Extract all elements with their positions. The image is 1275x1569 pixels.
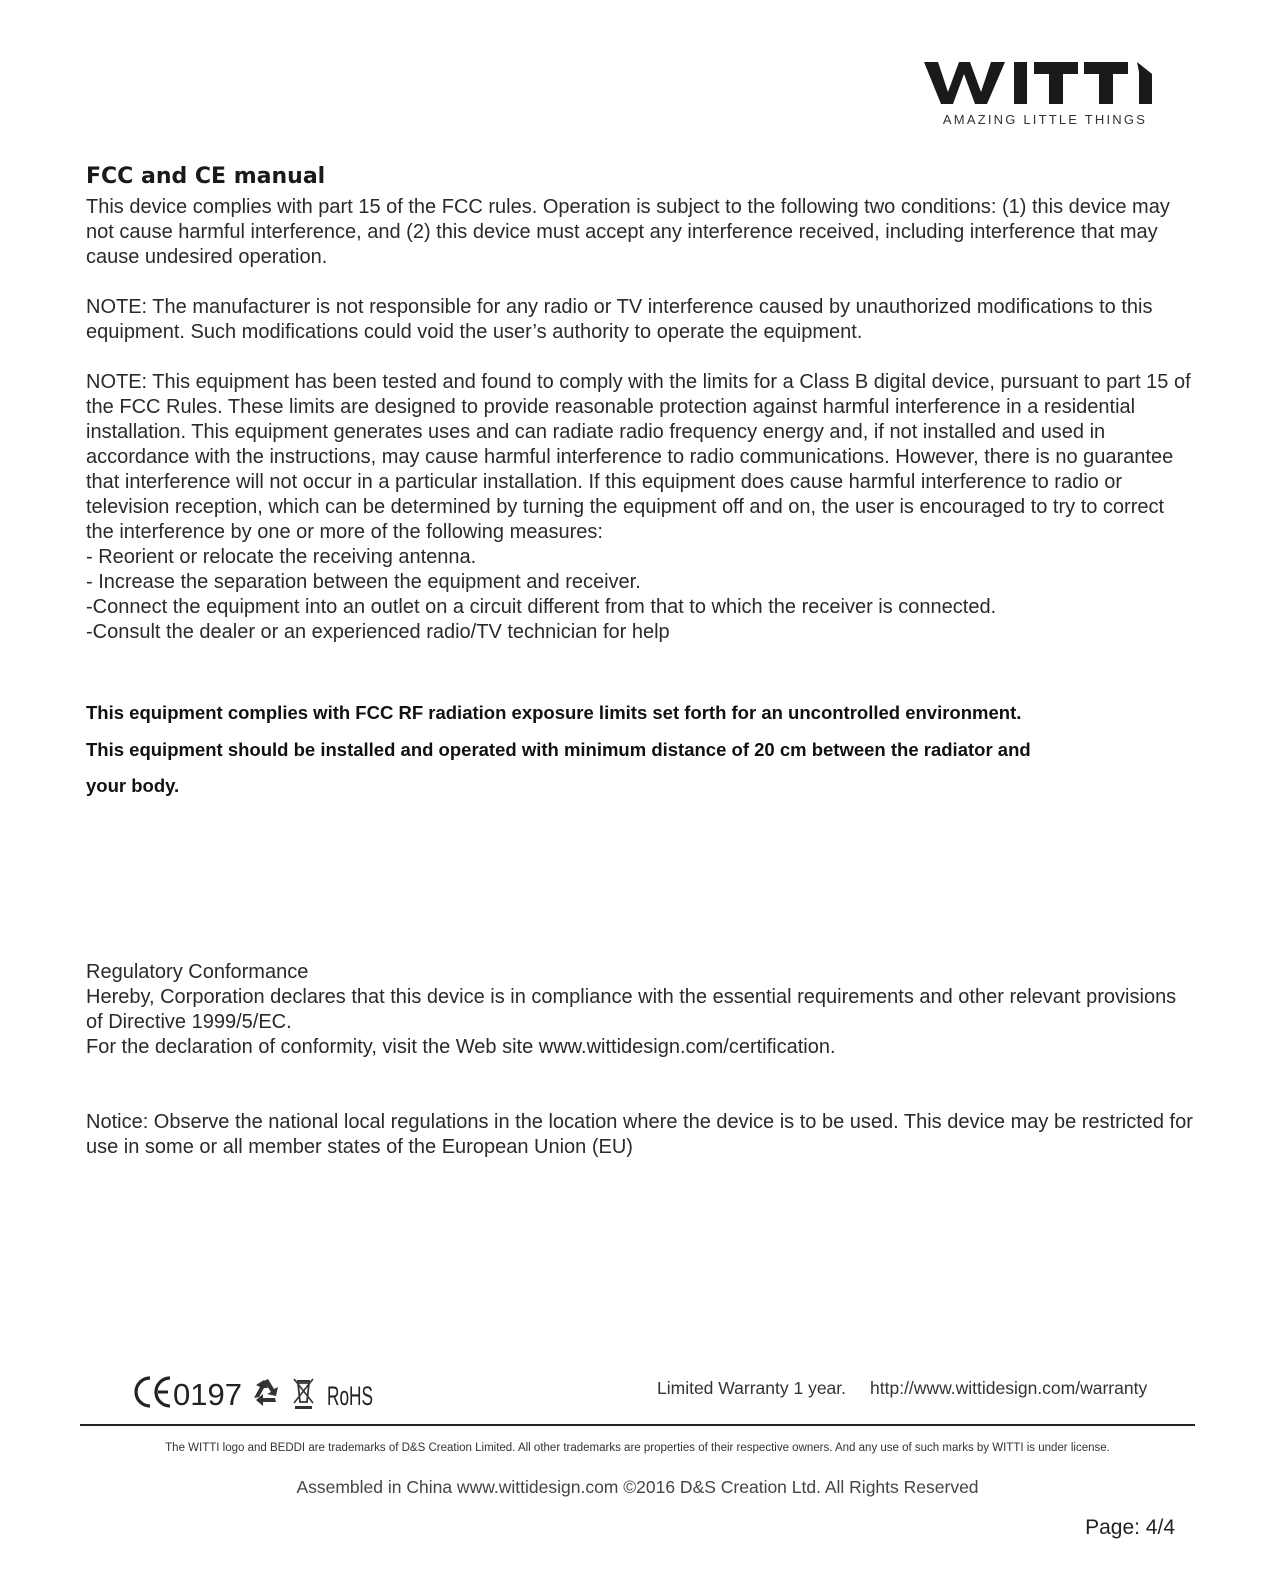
rohs-mark: RoHS [327,1381,373,1411]
measures-list [86,545,1194,645]
ce-mark-icon [136,1378,170,1406]
recycle-icon [254,1379,278,1406]
crossed-bin-icon [294,1379,313,1409]
fcc-note-modifications: NOTE: The manufacturer is not responsible for any radio or TV interference caused by unauthorized modifications to this equipment. Such modifications could void the user’s authority to operate the equipment. [86,296,1153,343]
compliance-marks-graphic [130,1372,380,1412]
regulatory-title: Regulatory Conformance [86,960,309,983]
warranty-text: Limited Warranty 1 year. [657,1378,847,1398]
rf-line-2: This equipment should be installed and operated with minimum distance of 20 cm between the radiator and [86,738,1031,760]
witti-wordmark-icon [924,58,1166,108]
list-item: -Consult the dealer or an experienced radio/TV technician for help [86,621,670,643]
assembled-line: Assembled in China www.wittidesign.com ©2016 D&S Creation Ltd. All Rights Reserved [296,1477,979,1497]
brand-logo [924,58,1166,127]
rf-exposure-statement [86,695,1194,805]
fcc-note-class-b: NOTE: This equipment has been tested and found to comply with the limits for a Class B digital device, pursuant to part 15 of the FCC Rules. These limits are designed to provide reasonable protection against harmful interference in a residential installation. This equipment generates uses and can radiate radio frequency energy and, if not installed and used in accordance with the instructions, may cause harmful interference to radio communications. However, there is no guarantee that interference will not occur in a particular installation. If this equipment does cause harmful interference to radio or television reception, which can be determined by turning the equipment off and on, the user is encouraged to try to correct the interference by one or more of the following measures: [86,371,1191,543]
rf-line-1: This equipment complies with FCC RF radiation exposure limits set forth for an uncontrolled environment. [86,702,1022,723]
list-item: - Reorient or relocate the receiving antenna. [86,546,477,568]
trademark-notice: The WITTI logo and BEDDI are trademarks of D&S Creation Limited. All other trademarks are properties of their respective owners. And any use of such marks by WITTI is under license. [165,1442,1110,1454]
warranty-line [657,1378,1147,1399]
regulatory-section [86,960,1194,1060]
page-title: FCC and CE manual [86,164,326,189]
list-item: -Connect the equipment into an outlet on a circuit different from that to which the receiver is connected. [86,596,997,618]
compliance-marks [130,1372,380,1412]
notified-body-number: 0197 [173,1377,242,1412]
regulatory-declaration: Hereby, Corporation declares that this device is in compliance with the essential requirements and other relevant provisions of Directive 1999/5/EC. [86,985,1177,1033]
footer-divider [80,1424,1195,1426]
eu-notice: Notice: Observe the national local regulations in the location where the device is to be used. This device may be restricted for use in some or all member states of the European Union (EU) [86,1110,1193,1158]
regulatory-conformity: For the declaration of conformity, visit the Web site www.wittidesign.com/certification. [86,1035,836,1058]
brand-tagline: AMAZING LITTLE THINGS [942,112,1148,127]
document-body [86,160,1194,1160]
fcc-compliance-paragraph: This device complies with part 15 of the FCC rules. Operation is subject to the following two conditions: (1) this device may not cause harmful interference, and (2) this device must accept any interference received, including interference that may cause undesired operation. [86,196,1170,268]
list-item: - Increase the separation between the equipment and receiver. [86,571,641,593]
rf-line-3: your body. [86,775,180,796]
page-number: Page: 4/4 [1085,1516,1175,1539]
eu-notice-section [86,1110,1194,1160]
warranty-link[interactable]: http://www.wittidesign.com/warranty [870,1378,1148,1398]
